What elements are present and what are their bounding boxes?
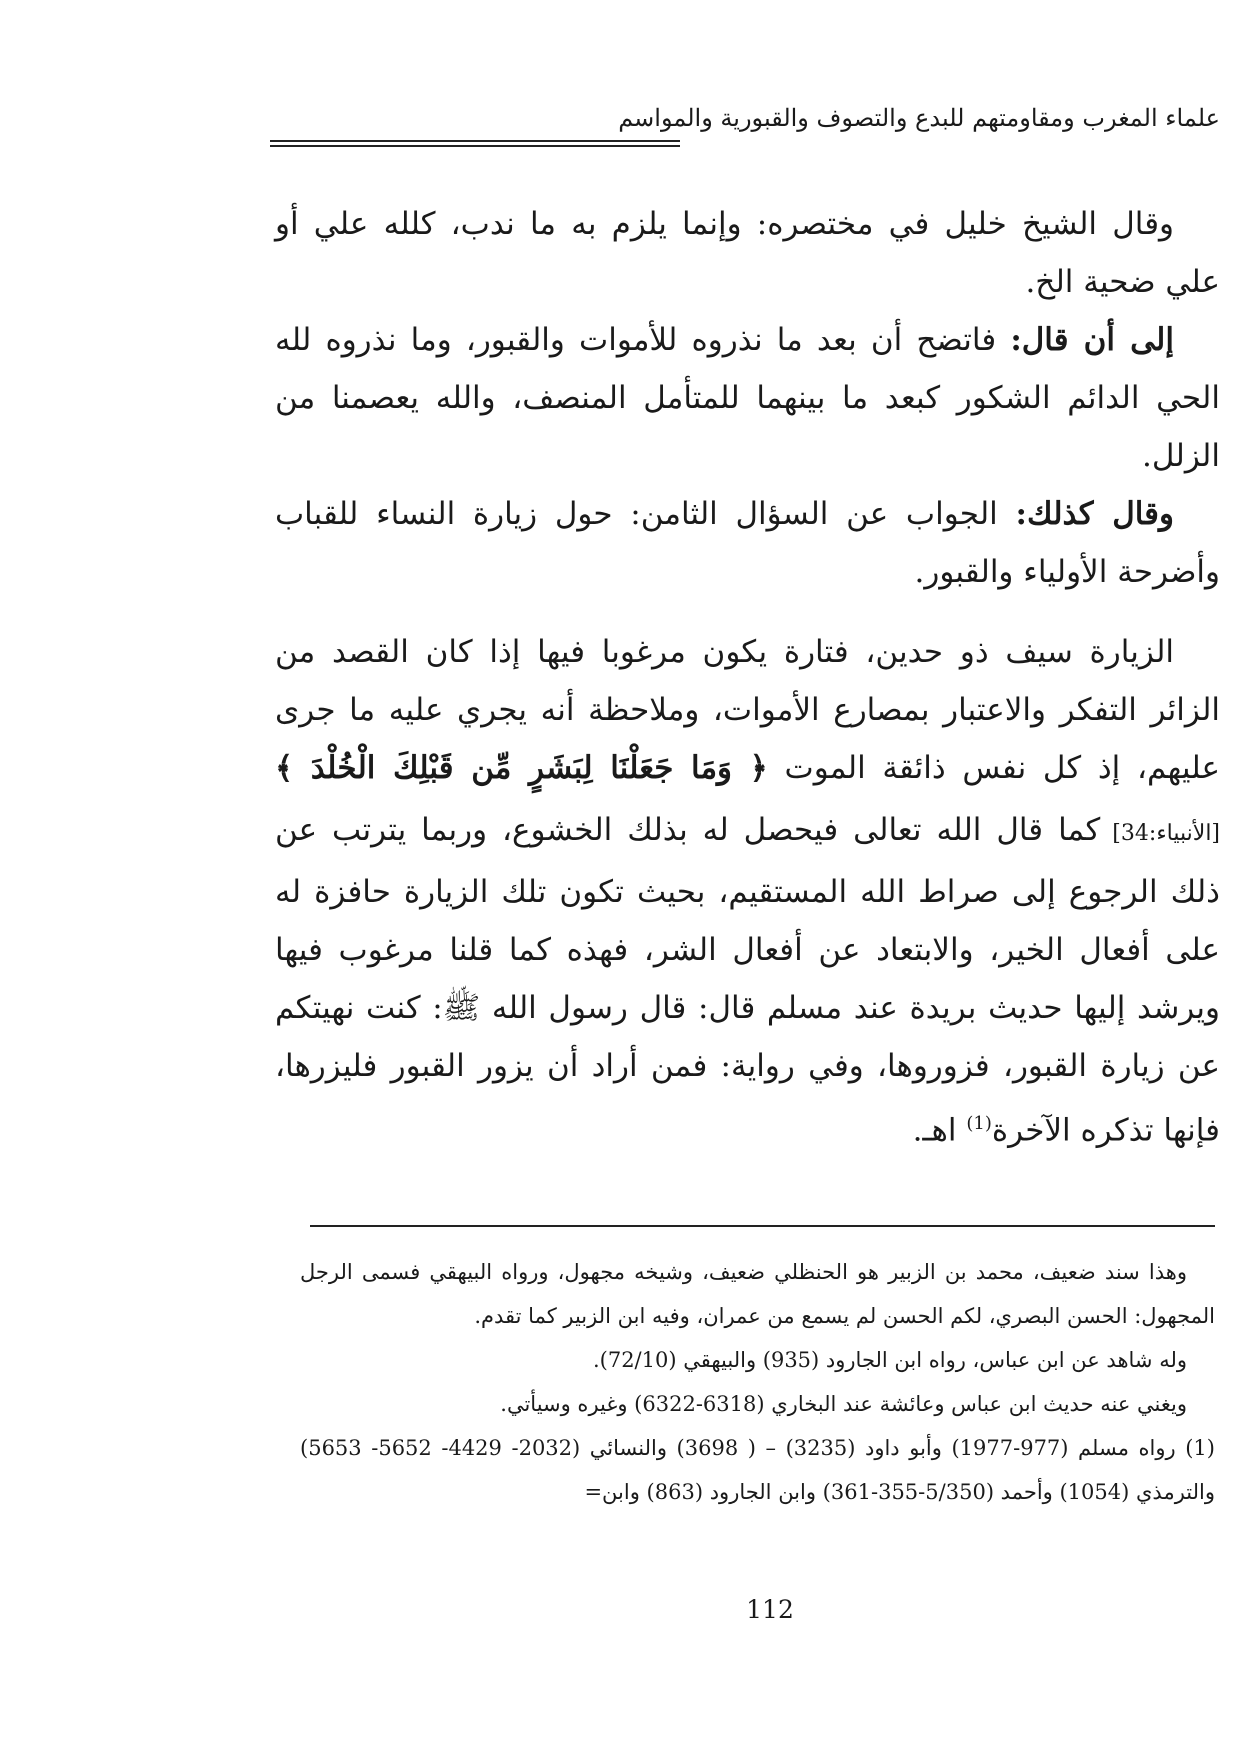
footnote-marker: (1) bbox=[966, 1113, 992, 1134]
header-rule bbox=[270, 140, 680, 147]
paragraph-1: وقال الشيخ خليل في مختصره: وإنما يلزم به ما ندب، كلله علي أو علي ضحية الخ. bbox=[275, 206, 1220, 300]
quran-verse: ﴿ وَمَا جَعَلْنَا لِبَشَرٍ مِّن قَبْلِكَ الْخُلْدَ ﴾ bbox=[275, 750, 768, 786]
main-text bbox=[275, 195, 1220, 1159]
paragraph-3-text: الجواب عن السؤال الثامن: حول زيارة النساء للقباب وأضرحة الأولياء والقبور. bbox=[275, 496, 1220, 590]
paragraph-3 bbox=[275, 485, 1220, 601]
verse-reference: [الأنبياء:34] bbox=[1100, 821, 1221, 846]
footnote-line-3: ويغني عنه حديث ابن عباس وعائشة عند البخاري (6318-6322) وغيره وسيأتي. bbox=[500, 1392, 1187, 1416]
paragraph-2-lead: إلى أن قال: bbox=[1010, 322, 1174, 358]
paragraph-4-end: اهـ. bbox=[912, 1112, 967, 1149]
running-header: علماء المغرب ومقاومتهم للبدع والتصوف والقبورية والمواسم bbox=[618, 104, 1220, 132]
footnote-line-2: وله شاهد عن ابن عباس، رواه ابن الجارود (935) والبيهقي (72/10). bbox=[592, 1348, 1187, 1372]
paragraph-2-text: فاتضح أن بعد ما نذروه للأموات والقبور، وما نذروه لله الحي الدائم الشكور كبعد ما بينهما للمتأمل المنصف، والله يعصمنا من الزلل. bbox=[275, 322, 1220, 474]
footnote-continuation: وهذا سند ضعيف، محمد بن الزبير هو الحنظلي ضعيف، وشيخه مجهول، ورواه البيهقي فسمى الرجل المجهول: الحسن البصري، لكم الحسن لم يسمع من عمران، وفيه ابن الزبير كما تقدم. bbox=[300, 1260, 1215, 1328]
paragraph-2 bbox=[275, 311, 1220, 485]
page-number: 112 bbox=[746, 1595, 794, 1624]
paragraph-3-lead: وقال كذلك: bbox=[1015, 496, 1174, 532]
footnote-rule bbox=[310, 1225, 1215, 1227]
paragraph-4-text-a: الزيارة سيف ذو حدين، فتارة يكون مرغوبا فيها إذا كان القصد من الزائر التفكر والاعتبار بمصارع الأموات، وملاحظة أنه يجري عليه ما جرى عليهم، إذ كل نفس ذائقة الموت bbox=[275, 634, 1220, 786]
footnotes bbox=[300, 1250, 1215, 1514]
paragraph-4-text-b: كما قال الله تعالى فيحصل له بذلك الخشوع، وربما يترتب عن ذلك الرجوع إلى صراط الله المستقيم، بحيث تكون تلك الزيارة حافزة له على أفعال الخير، والابتعاد عن أفعال الشر، فهذه كما قلنا مرغوب فيها ويرشد إليها حديث بريدة عند مسلم قال: قال رسول الله ﷺ: كنت نهيتكم عن زيارة القبور، فزوروها، وفي رواية: فمن أراد أن يزور القبور فليزرها، فإنها تذكره الآخرة bbox=[275, 812, 1220, 1149]
paragraph-4 bbox=[275, 623, 1220, 1159]
footnote-1: (1) رواه مسلم (977-1977) وأبو داود (3235) – ( 3698) والنسائي (2032- 4429- 5652- 5653) والترمذي (1054) وأحمد (5/350-355-361) وابن الجارود (863) وابن= bbox=[300, 1436, 1215, 1504]
